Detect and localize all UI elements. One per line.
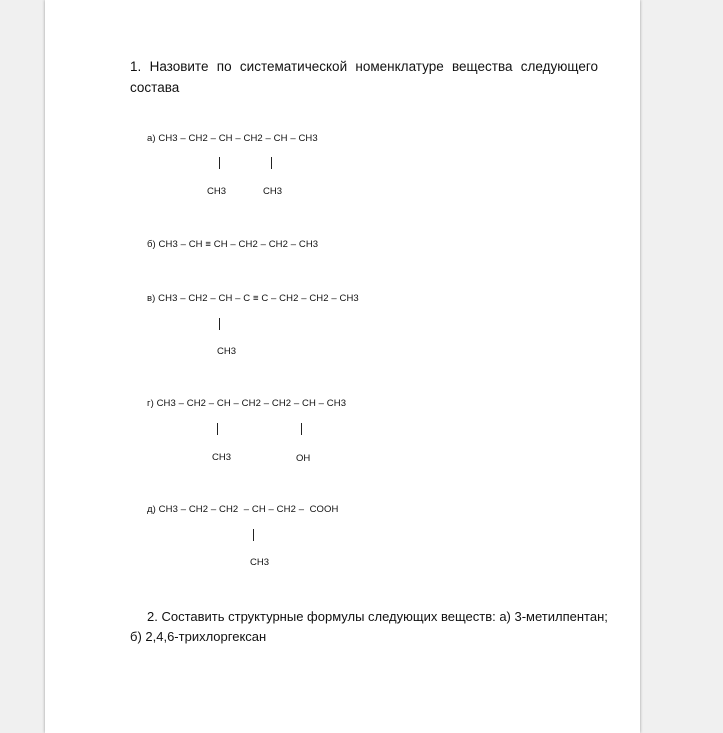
formula-g-sub2: OH: [296, 453, 311, 464]
formula-a-sub2: CH3: [263, 186, 283, 197]
task2-line2: б) 2,4,6-трихлоргексан: [130, 629, 267, 644]
formula-d: д) CH3 – CH2 – CH2 – CH – CH2 – COOH: [147, 504, 339, 515]
task2-line1: 2. Составить структурные формулы следующих веществ: а) 3-метилпентан;: [147, 609, 608, 624]
formula-a-sub1: CH3: [207, 186, 227, 197]
formula-b: б) CH3 – CH ≡ CH – CH2 – CH2 – CH3: [147, 239, 319, 250]
bond-a-1: [219, 157, 220, 169]
bond-v-1: [219, 318, 220, 330]
bond-g-1: [217, 423, 218, 435]
bond-a-2: [271, 157, 272, 169]
bond-g-2: [301, 423, 302, 435]
bond-d-1: [253, 529, 254, 541]
formula-a: а) CH3 – CH2 – CH – CH2 – CH – CH3: [147, 133, 318, 144]
document-page: [45, 0, 640, 733]
task1-line2: состава: [130, 80, 180, 95]
task1-line1: 1. Назовите по систематической номенклатуре вещества следующего: [130, 59, 598, 74]
formula-g: г) CH3 – CH2 – CH – CH2 – CH2 – CH – CH3: [147, 398, 347, 409]
formula-d-sub1: CH3: [250, 557, 270, 568]
formula-g-sub1: CH3: [212, 452, 232, 463]
formula-v-sub1: CH3: [217, 346, 237, 357]
formula-v: в) CH3 – CH2 – CH – C ≡ C – CH2 – CH2 – CH3: [147, 293, 359, 304]
